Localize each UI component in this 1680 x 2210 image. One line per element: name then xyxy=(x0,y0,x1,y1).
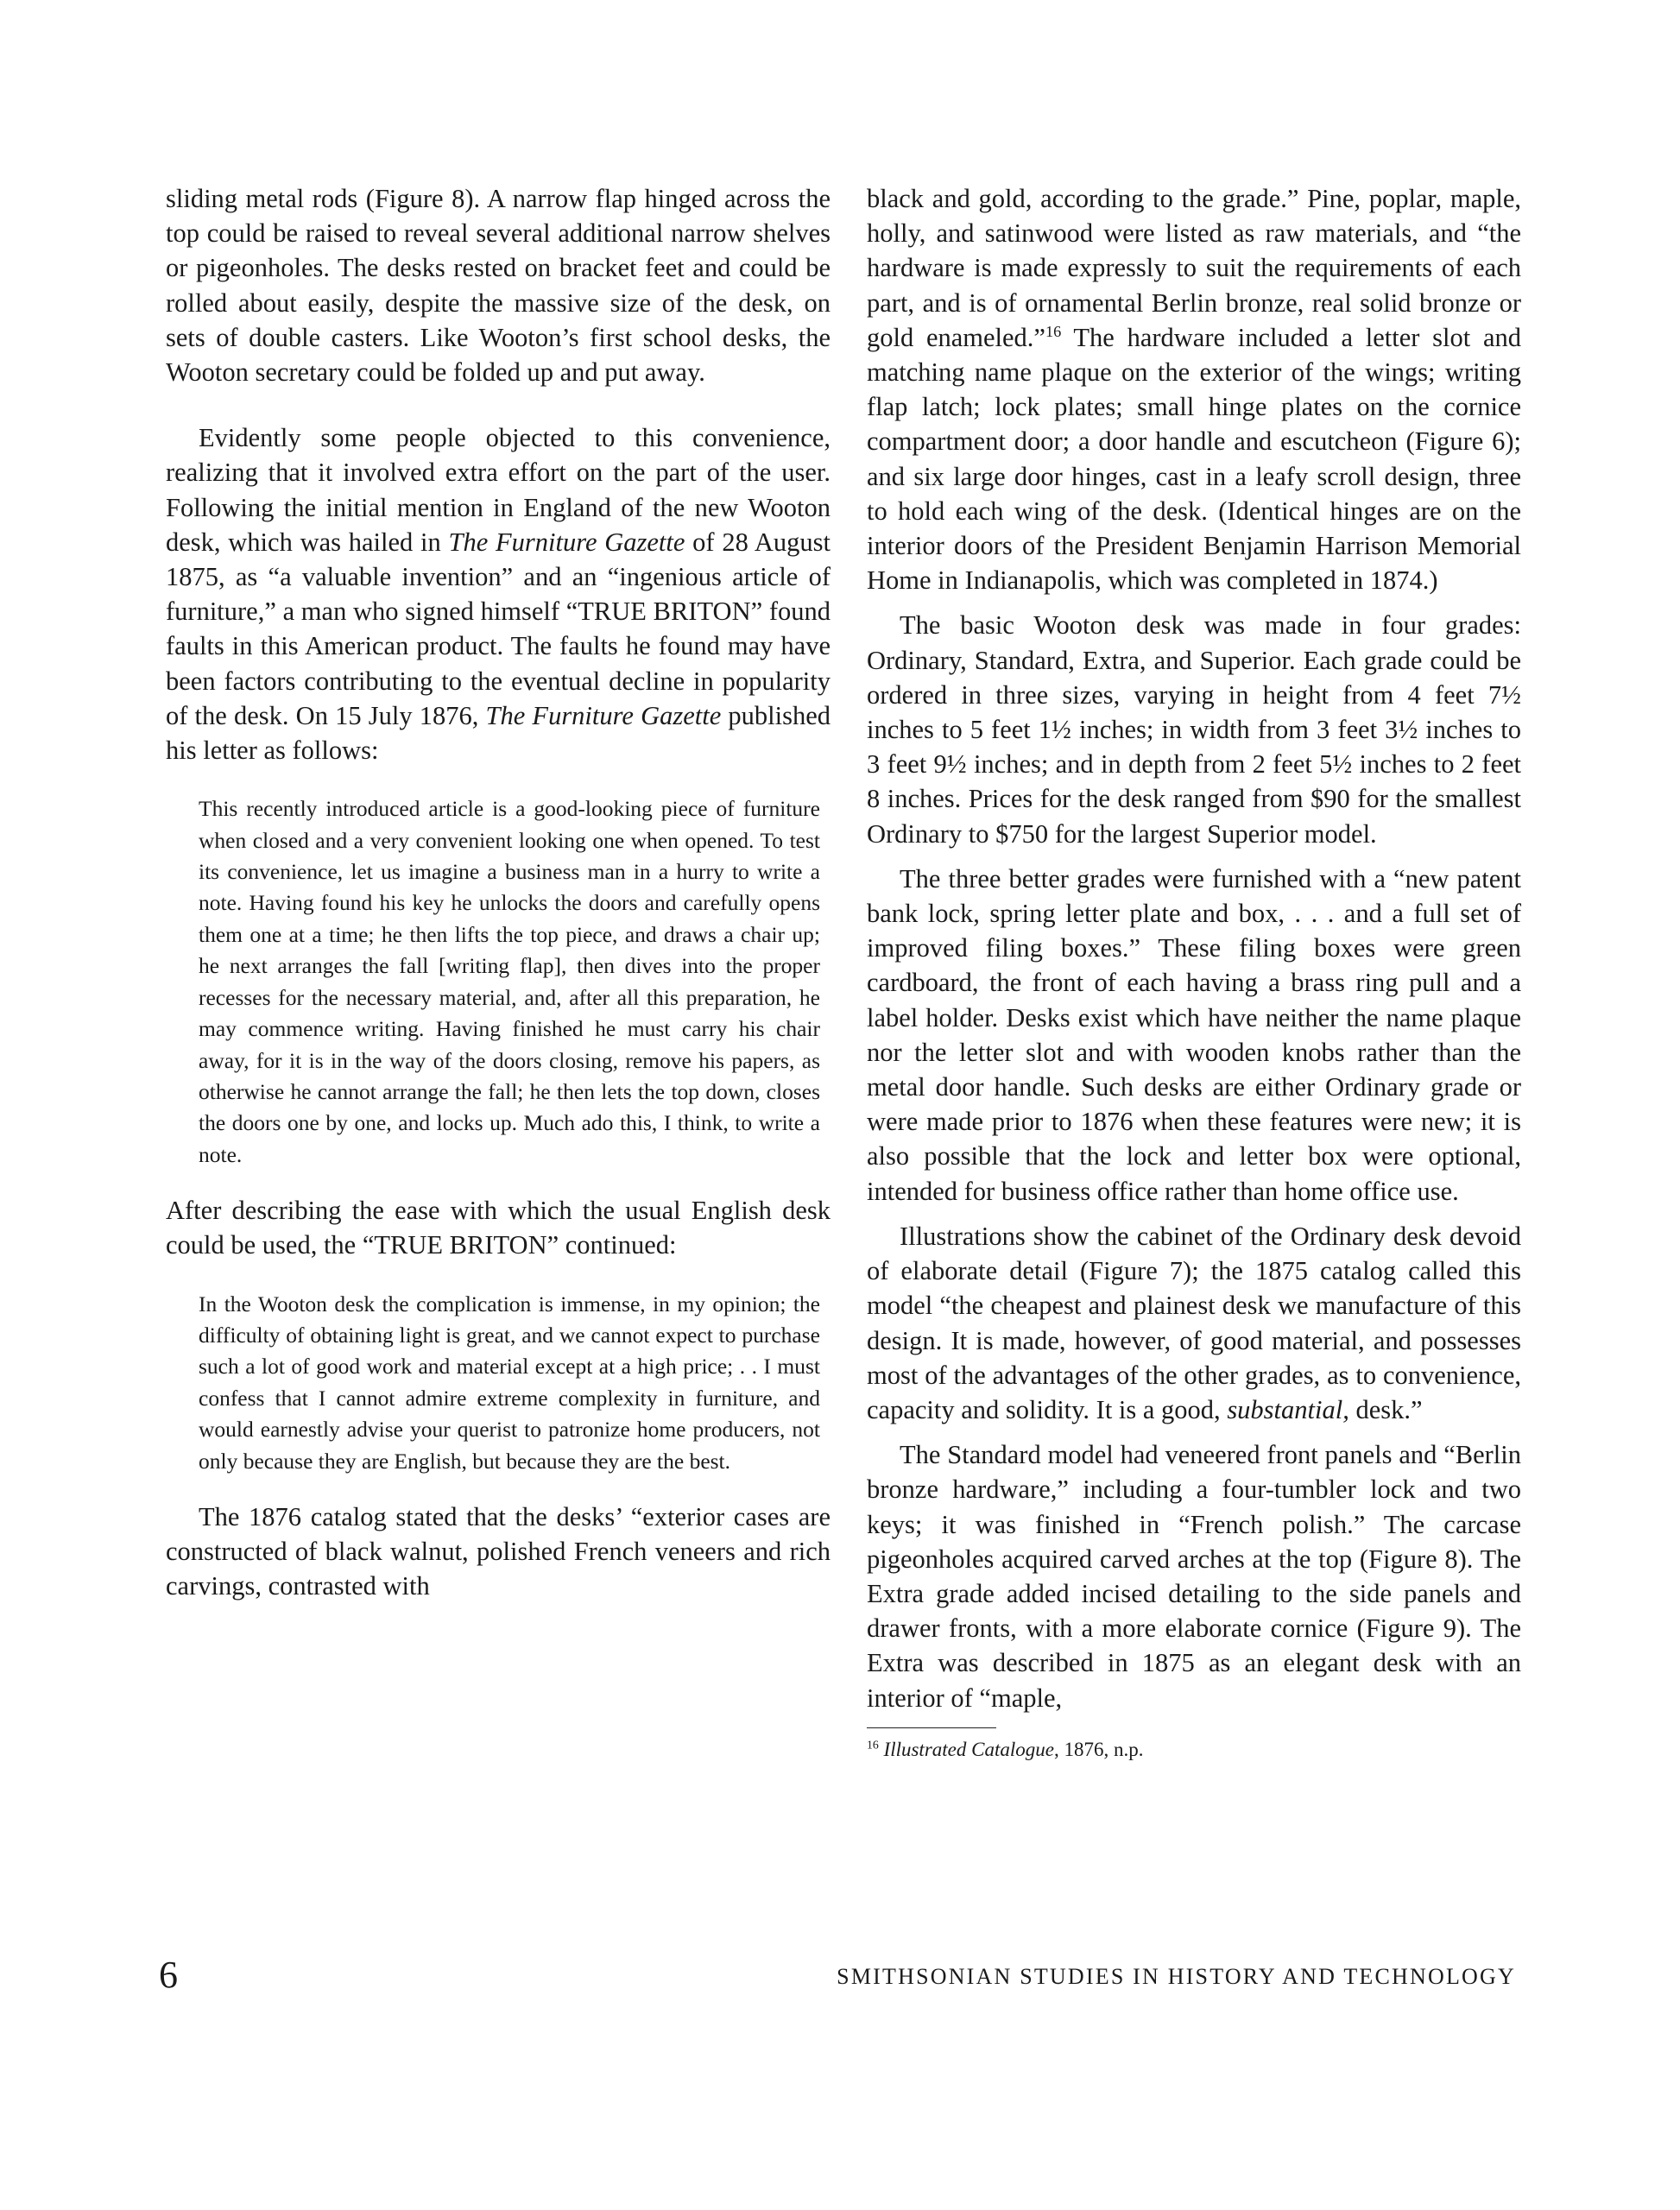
paragraph: The Standard model had veneered front panels and “Berlin bronze hardware,” including a four-tumbler lock and two keys; it was finished in “French polish.” The carcase pigeonholes acquired carved arches at the top (Figure 8). The Extra grade added incised detailing to the side panels and drawer fronts, with a more elaborate cornice (Figure 9). The Extra was described in 1875 as an elegant desk with an interior of “maple, xyxy=(867,1440,1521,1713)
running-title: SMITHSONIAN STUDIES IN HISTORY AND TECHNOLOGY xyxy=(837,1964,1516,1989)
italic-title: The Furniture Gazette xyxy=(485,700,722,730)
italic-word: substantial, xyxy=(1227,1394,1349,1424)
paragraph xyxy=(867,1219,1521,1427)
footnote-number: 16 xyxy=(867,1738,879,1752)
paragraph: The three better grades were furnished with a “new patent bank lock, spring letter plate and box, . . . and a full set of improved filing boxes.” These filing boxes were green cardboard, the front of each having a brass ring pull and a label holder. Desks exist which have neither the name plaque nor the letter slot and with wooden knobs rather than the metal door handle. Such desks are either Ordinary grade or were made prior to 1876 when these features were new; it is also possible that the lock and letter box were optional, intended for business office rather than home office use. xyxy=(867,863,1521,1206)
quote-text: This recently introduced article is a good-looking piece of furniture when closed and a very convenient looking one when opened. To test its convenience, let us imagine a business man in a hurry to write a note. Having found his key he unlocks the doors and carefully opens them one at a time; he then lifts the top piece, and draws a chair up; he next arranges the fall [writing flap], then dives into the proper recesses for the necessary material, and, after all this preparation, he may commence writing. Having finished he must carry his chair away, for it is in the way of the doors closing, remove his papers, as otherwise he cannot arrange the fall; he then lets the top down, closes the doors one by one, and locks up. Much ado this, I think, to write a note. xyxy=(199,796,820,1167)
footnote-reference: 16 xyxy=(1045,322,1062,340)
footnote-rule xyxy=(867,1727,996,1728)
right-column xyxy=(867,181,1521,1765)
quote-text: In the Wooton desk the complication is immense, in my opinion; the difficulty of obtaining light is great, and we cannot expect to purchase such a lot of good work and material except at a high price; . . I must confess that I cannot admire extreme complexity in furniture, and would earnestly advise your querist to patronize home producers, not only because they are English, but because they are the best. xyxy=(199,1291,820,1474)
italic-title: The Furniture Gazette xyxy=(448,527,685,557)
text-run: published his letter as follows: xyxy=(166,700,831,766)
text-run: The hardware included a letter slot and matching name plaque on the exterior of the wings; writing flap latch; lock plates; small hinge plates on the cornice compartment door; a door handle and escutcheon (Figure 6); and six large door hinges, cast in a leafy scroll design, three to hold each wing of the desk. (Identical hinges are on the interior doors of the President Benjamin Harrison Memorial Home in Indianapolis, which was completed in 1874.) xyxy=(867,322,1521,596)
text-run: desk.” xyxy=(1348,1394,1423,1424)
footnote xyxy=(867,1735,1521,1765)
paragraph xyxy=(867,181,1521,597)
footnote-title: Illustrated Catalogue xyxy=(883,1738,1054,1760)
text-run: Evidently some people objected to this convenience, realizing that it involved extra effort on the part of the user. Following the initial mention in England of the new Wooton desk, which was hailed in xyxy=(166,423,831,557)
text-run: Illustrations show the cabinet of the Ordinary desk devoid of elaborate detail (Figure 7); the 1875 catalog called this model “the cheapest and plainest desk we manufacture of this design. It is made, however, of good material, and possesses most of the advantages of the other grades, as to convenience, capacity and solidity. It is a good, xyxy=(867,1221,1521,1424)
footnote-text: , 1876, n.p. xyxy=(1053,1738,1144,1760)
paragraph: The 1876 catalog stated that the desks’ “exterior cases are constructed of black walnut, polished French veneers and rich carvings, contrasted with xyxy=(166,1501,831,1601)
page-number: 6 xyxy=(159,1954,178,1996)
paragraph: sliding metal rods (Figure 8). A narrow flap hinged across the top could be raised to reveal several additional narrow shelves or pigeonholes. The desks rested on bracket feet and could be rolled about easily, despite the massive size of the desk, on sets of double casters. Like Wooton’s first school desks, the Wooton secretary could be folded up and put away. xyxy=(166,184,831,388)
paragraph: The basic Wooton desk was made in four grades: Ordinary, Standard, Extra, and Superior. Each grade could be ordered in three sizes, varying in height from 4 feet 7½ inches to 5 feet 1½ inches; in width from 3 feet 3½ inches to 3 feet 9½ inches; and in depth from 2 feet 5½ inches to 2 feet 8 inches. Prices for the desk ranged from $90 for the smallest Ordinary to $750 for the largest Superior model. xyxy=(867,610,1521,849)
text-run: black and gold, according to the grade.” Pine, poplar, maple, holly, and satinwood were listed as raw materials, and “the hardware is made expressly to suit the requirements of each part, and is of ornamental Berlin bronze, real solid bronze or gold enameled.” xyxy=(867,184,1521,352)
paragraph: After describing the ease with which the usual English desk could be used, the “TRUE BRITON” continued: xyxy=(166,1196,831,1260)
paragraph xyxy=(166,420,831,767)
text-run: of 28 August 1875, as “a valuable invention” and an “ingenious article of furniture,” a man who signed himself “TRUE BRITON” found faults in this American product. The faults he found may have been factors contributing to the eventual decline in popularity of the desk. On 15 July 1876, xyxy=(166,527,831,730)
block-quote xyxy=(199,793,820,1171)
block-quote xyxy=(199,1289,820,1477)
left-column xyxy=(166,181,831,1604)
